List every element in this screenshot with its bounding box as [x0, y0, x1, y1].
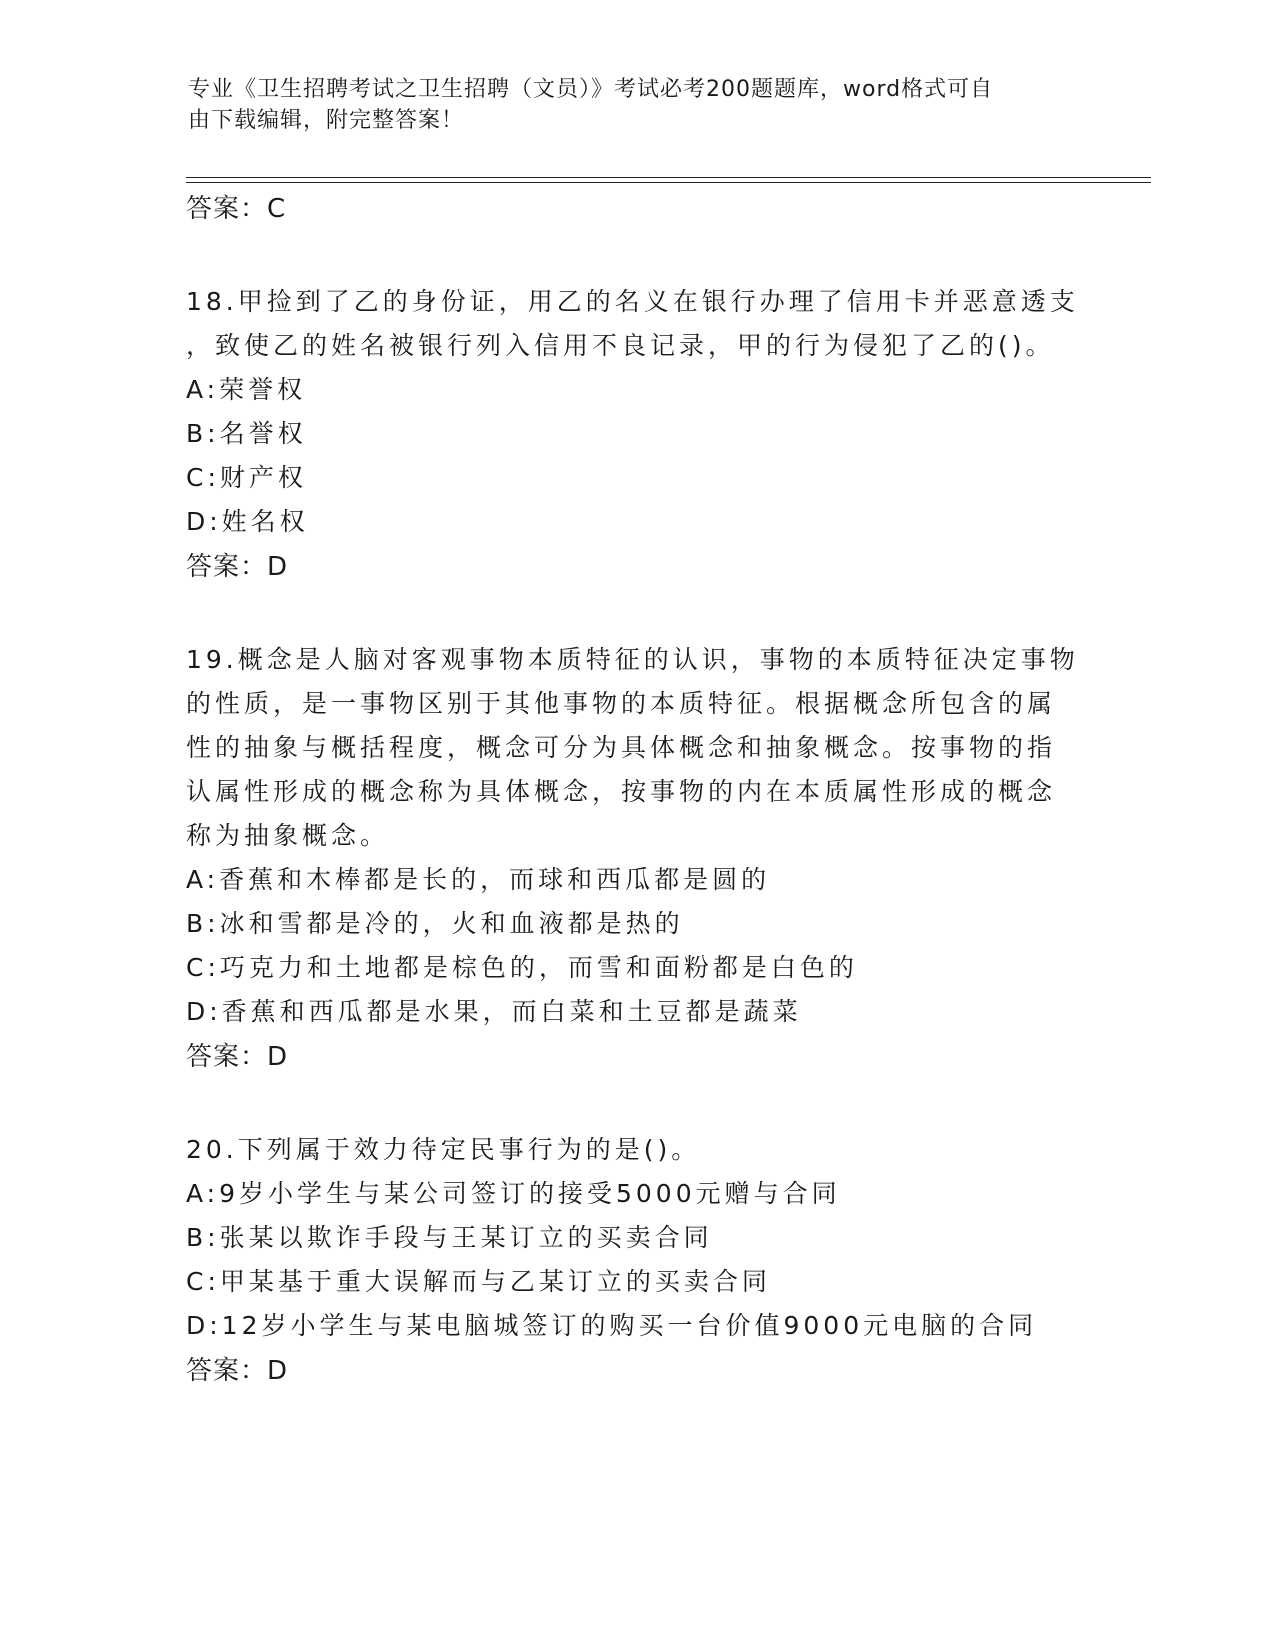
- question-18-text-line-1: 18.甲捡到了乙的身份证，用乙的名义在银行办理了信用卡并恶意透支: [186, 287, 1079, 316]
- question-20-option-d: D:12岁小学生与某电脑城签订的购买一台价值9000元电脑的合同: [186, 1311, 1038, 1340]
- answer-18: 答案：D: [186, 552, 289, 582]
- question-18-option-c: C:财产权: [186, 463, 307, 492]
- question-19-text-line-3: 性的抽象与概括程度，概念可分为具体概念和抽象概念。按事物的指: [186, 733, 1057, 762]
- question-19-option-d: D:香蕉和西瓜都是水果，而白菜和土豆都是蔬菜: [186, 997, 802, 1026]
- question-19-text-line-5: 称为抽象概念。: [186, 821, 390, 850]
- header-divider-bottom: [186, 182, 1151, 183]
- answer-20: 答案：D: [186, 1356, 289, 1386]
- question-20-option-c: C:甲某基于重大误解而与乙某订立的买卖合同: [186, 1267, 771, 1296]
- header-divider-top: [186, 177, 1151, 178]
- question-20-text-line-1: 20.下列属于效力待定民事行为的是()。: [186, 1135, 701, 1164]
- answer-19: 答案：D: [186, 1042, 289, 1072]
- question-18-text-line-2: ，致使乙的姓名被银行列入信用不良记录，甲的行为侵犯了乙的()。: [186, 331, 1055, 360]
- question-19-text-line-2: 的性质，是一事物区别于其他事物的本质特征。根据概念所包含的属: [186, 689, 1057, 718]
- answer-17: 答案：C: [186, 194, 287, 224]
- document-header: [188, 74, 1088, 136]
- question-20-option-a: A:9岁小学生与某公司签订的接受5000元赠与合同: [186, 1179, 841, 1208]
- question-19-option-a: A:香蕉和木棒都是长的，而球和西瓜都是圆的: [186, 865, 771, 894]
- question-19-text-line-1: 19.概念是人脑对客观事物本质特征的认识，事物的本质特征决定事物: [186, 645, 1079, 674]
- header-line-2: 由下载编辑，附完整答案！: [188, 108, 465, 133]
- header-line-1: 专业《卫生招聘考试之卫生招聘（文员）》考试必考200题题库，word格式可自: [188, 77, 994, 102]
- question-19-option-c: C:巧克力和土地都是棕色的，而雪和面粉都是白色的: [186, 953, 858, 982]
- question-18-option-b: B:名誉权: [186, 419, 307, 448]
- question-19-option-b: B:冰和雪都是冷的，火和血液都是热的: [186, 909, 684, 938]
- question-19-text-line-4: 认属性形成的概念称为具体概念，按事物的内在本质属性形成的概念: [186, 777, 1057, 806]
- question-20-option-b: B:张某以欺诈手段与王某订立的买卖合同: [186, 1223, 713, 1252]
- question-18-option-a: A:荣誉权: [186, 375, 307, 404]
- question-18-option-d: D:姓名权: [186, 507, 309, 536]
